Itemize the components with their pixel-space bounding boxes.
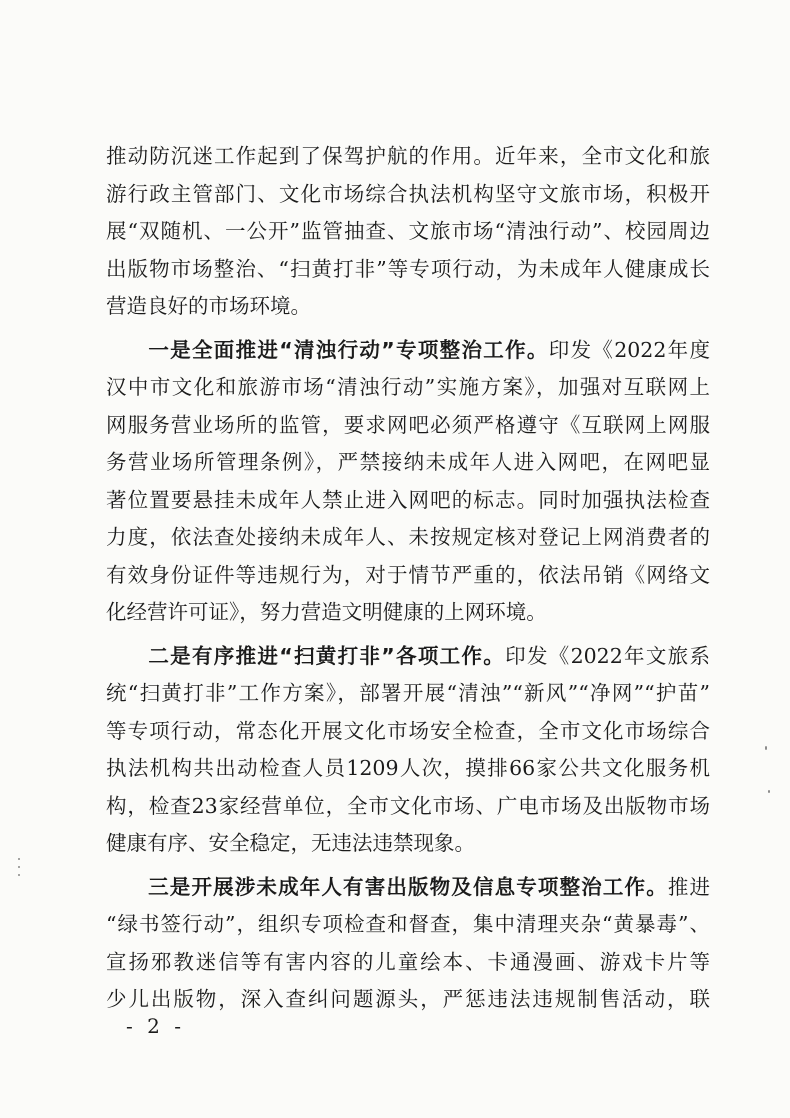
document-body [106, 138, 710, 1019]
text-line: 宣扬邪教迷信等有害内容的儿童绘本、卡通漫画、游戏卡片等 [106, 949, 710, 974]
text-line: 化经营许可证》，努力营造文明健康的上网环境。 [106, 600, 547, 624]
text-span: 印发《2022年度 [548, 337, 710, 362]
text-line [106, 638, 710, 676]
text-line: “绿书签行动”，组织专项检查和督查，集中清理夹杂“黄暴毒”、 [106, 912, 710, 936]
text-span: 印发《2022年文旅系 [505, 643, 711, 668]
text-line: 等专项行动，常态化开展文化市场安全检查，全市文化市场综合 [106, 718, 710, 743]
text-line: 展“双随机、一公开”监管抽查、文旅市场“清浊行动”、校园周边 [106, 219, 710, 243]
page-number: - 2 - [126, 1014, 185, 1038]
text-line: 推动防沉迷工作起到了保驾护航的作用。近年来，全市文化和旅 [106, 144, 710, 168]
section-heading: 一是全面推进“清浊行动”专项整治工作。 [147, 337, 549, 362]
section-heading: 三是开展涉未成年人有害出版物及信息专项整治工作。 [147, 874, 668, 899]
paragraph-saohuang [106, 638, 710, 863]
text-line: 营造良好的市场环境。 [106, 294, 311, 318]
scan-speck [768, 790, 770, 793]
scan-speck [18, 858, 20, 860]
text-line: 少儿出版物，深入查纠问题源头，严惩违法违规制售活动，联 [106, 987, 710, 1011]
paragraph-qingzhuo [106, 332, 710, 632]
text-line: 务营业场所管理条例》，严禁接纳未成年人进入网吧，在网吧显 [106, 450, 710, 474]
text-line: 执法机构共出动检查人员1209人次，摸排66家公共文化服务机 [106, 756, 710, 780]
text-line: 构，检查23家经营单位，全市文化市场、广电市场及出版物市场 [106, 793, 710, 818]
paragraph-intro [106, 138, 710, 326]
text-line: 汉中市文化和旅游市场“清浊行动”实施方案》，加强对互联网上 [106, 375, 710, 399]
scan-speck [18, 866, 20, 868]
scan-speck [765, 746, 767, 750]
text-line: 出版物市场整治、“扫黄打非”等专项行动，为未成年人健康成长 [106, 256, 710, 281]
text-line: 著位置要悬挂未成年人禁止进入网吧的标志。同时加强执法检查 [106, 487, 710, 512]
text-line: 力度，依法查处接纳未成年人、未按规定核对登记上网消费者的 [106, 525, 710, 549]
text-line: 有效身份证件等违规行为，对于情节严重的，依法吊销《网络文 [106, 562, 710, 587]
paragraph-youhai [106, 869, 710, 1019]
text-span: 推进 [667, 874, 711, 899]
text-line [106, 332, 710, 370]
text-line [106, 869, 710, 907]
text-line: 统“扫黄打非”工作方案》，部署开展“清浊”“新风”“净网”“护苗” [106, 681, 710, 705]
text-line: 网服务营业场所的监管，要求网吧必须严格遵守《互联网上网服 [106, 412, 710, 437]
section-heading: 二是有序推进“扫黄打非”各项工作。 [147, 643, 506, 668]
text-line: 游行政主管部门、文化市场综合执法机构坚守文旅市场，积极开 [106, 181, 710, 206]
text-line: 健康有序、安全稳定，无违法违禁现象。 [106, 831, 475, 855]
scan-speck [18, 874, 20, 876]
